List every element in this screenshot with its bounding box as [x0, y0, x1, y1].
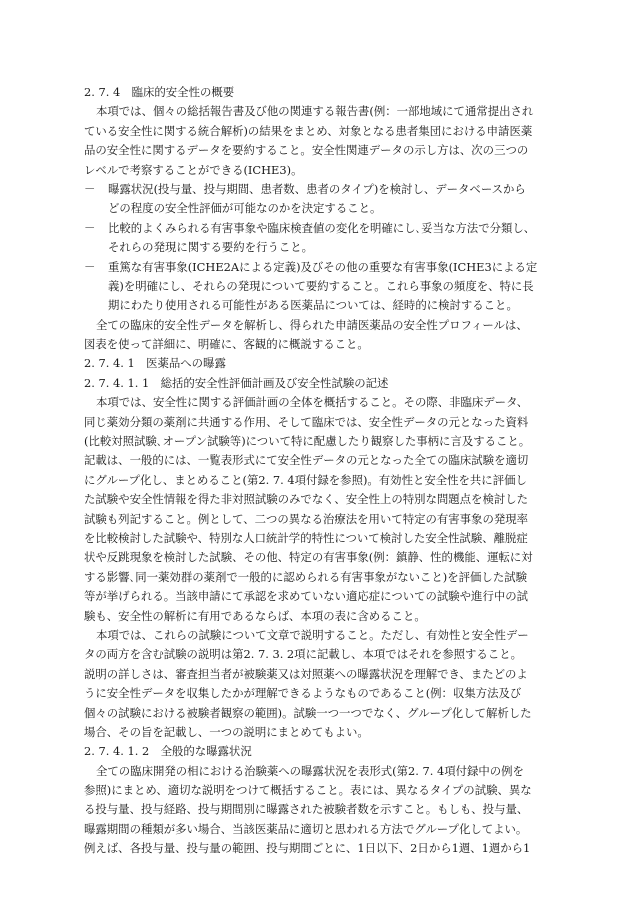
paragraph-line: 個々の試験における被験者観察の範囲)。試験一つ一つでなく、グループ化して解析した — [84, 705, 532, 720]
bullet-dash: － — [84, 220, 96, 235]
paragraph-line: 曝露期間の種類が多い場合、当該医薬品に適切と思われる方法でグループ化してよい。 — [84, 821, 528, 836]
paragraph-line: 全ての臨床的安全性データを解析し、得られた申請医薬品の安全性プロフィールは、 — [96, 317, 528, 332]
paragraph-line: 本項では、これらの試験について文章で説明すること。ただし、有効性と安全性デー — [96, 627, 529, 642]
paragraph-line: レベルで考察することができる(ICHE3)。 — [84, 162, 303, 177]
paragraph-line: にグループ化し、まとめること(第2. 7. 4項付録を参照)。有効性と安全性を共に評価し — [84, 472, 527, 487]
section-heading: 2. 7. 4 臨床的安全性の概要 — [84, 85, 235, 99]
paragraph-line: 同じ薬効分類の薬剤に共通する作用、そして臨床では、安全性データの元となった資料 — [84, 414, 529, 429]
section-heading: 2. 7. 4. 1 医薬品への曝露 — [84, 356, 226, 371]
bullet-dash: － — [84, 259, 96, 274]
paragraph-line: 験も、安全性の解析に有用であるならば、本項の表に含めること。 — [84, 608, 426, 623]
paragraph-line: どの程度の安全性評価が可能なのかを決定すること。 — [108, 201, 382, 216]
paragraph-line: うに安全性データを収集したかが理解できるようなものであること(例：収集方法及び — [84, 686, 522, 701]
paragraph-line: 記載は、一般的には、一覧表形式にて安全性データの元となった全ての臨床試験を適切 — [84, 453, 529, 468]
paragraph-line: た試験や安全性情報を得た非対照試験のみでなく、安全性上の特別な問題点を検討した — [84, 492, 529, 507]
paragraph-line: する影響､同一薬効群の薬剤で一般的に認められる有害事象がないこと)を評価した試験 — [84, 569, 527, 584]
bullet-dash: － — [84, 181, 96, 196]
bullet-text: 重篤な有害事象(ICHE2Aによる定義)及びその他の重要な有害事象(ICHE3による定 — [108, 259, 538, 274]
paragraph-line: 義)を明確にし、それらの発現について要約すること。これら事象の頻度を、特に長 — [108, 278, 534, 293]
paragraph-line: 例えば、各投与量、投与量の範囲、投与期間ごとに、1日以下、2日から1週、1週から1 — [84, 841, 531, 856]
paragraph-line: (比較対照試験､オープン試験等)について特に配慮したり観察した事柄に言及すること。 — [84, 434, 531, 449]
paragraph-line: ている安全性に関する統合解析)の結果をまとめ、対象となる患者集団における申請医薬 — [84, 123, 533, 138]
bullet-text: 曝露状況(投与量、投与期間、患者数、患者のタイプ)を検討し、データベースから — [108, 181, 526, 196]
paragraph-line: 場合、その旨を記載し、一つの説明にまとめてもよい。 — [84, 724, 369, 739]
paragraph-line: 図表を使って詳細に、明確に、客観的に概説すること。 — [84, 337, 369, 352]
paragraph-line: を比較検討した試験や、特別な人口統計学的特性について検討した安全性試験、離脱症 — [84, 530, 528, 545]
bullet-item — [84, 219, 552, 238]
paragraph-line: 参照)にまとめ、適切な説明をつけて概括すること。表には、異なるタイプの試験、異な — [84, 783, 532, 798]
paragraph-line: それらの発現に関する要約を行うこと。 — [108, 240, 314, 255]
paragraph-line: 状や反跳現象を検討した試験、その他、特定の有害事象(例：鎮静、性的機能、運転に対 — [84, 550, 533, 565]
paragraph-line: タの両方を含む試験の説明は第2. 7. 3. 2項に記載し、本項ではそれを参照すること。 — [84, 647, 522, 662]
paragraph-line: 期にわたり使用される可能性がある医薬品については、経時的に検討すること。 — [108, 298, 518, 313]
bullet-item — [84, 258, 552, 277]
bullet-text: 比較的よくみられる有害事象や臨床検査値の変化を明確にし､妥当な方法で分類し、 — [108, 220, 536, 235]
paragraph-line: 試験も列記すること。例として、二つの異なる治療法を用いて特定の有害事象の発現率 — [84, 511, 529, 526]
section-heading: 2. 7. 4. 1. 1 総括的安全性評価計画及び安全性試験の記述 — [84, 375, 389, 390]
paragraph-line: 品の安全性に関するデータを要約すること。安全性関連データの示し方は、次の三つの — [84, 143, 529, 158]
paragraph-line: 等が挙げられる。当該申請にて承認を求めていない適応症についての試験や進行中の試 — [84, 589, 529, 604]
paragraph-line: 本項では、個々の総括報告書及び他の関連する報告書(例：一部地域にて通常提出され — [96, 104, 534, 119]
paragraph-line: 本項では、安全性に関する評価計画の全体を概括すること。その際、非臨床データ、 — [96, 395, 529, 410]
paragraph-line: 説明の詳しさは、審査担当者が被験薬又は対照薬への曝露状況を理解でき、またどのよ — [84, 666, 528, 681]
document-body — [84, 83, 552, 859]
paragraph-line: 全ての臨床開発の相における治験薬への曝露状況を表形式(第2. 7. 4項付録中の例を — [96, 763, 524, 778]
section-heading: 2. 7. 4. 1. 2 全般的な曝露状況 — [84, 744, 252, 759]
paragraph-line: る投与量、投与経路、投与期間別に曝露された被験者数を示すこと。もしも、投与量、 — [84, 802, 529, 817]
bullet-item — [84, 180, 552, 199]
